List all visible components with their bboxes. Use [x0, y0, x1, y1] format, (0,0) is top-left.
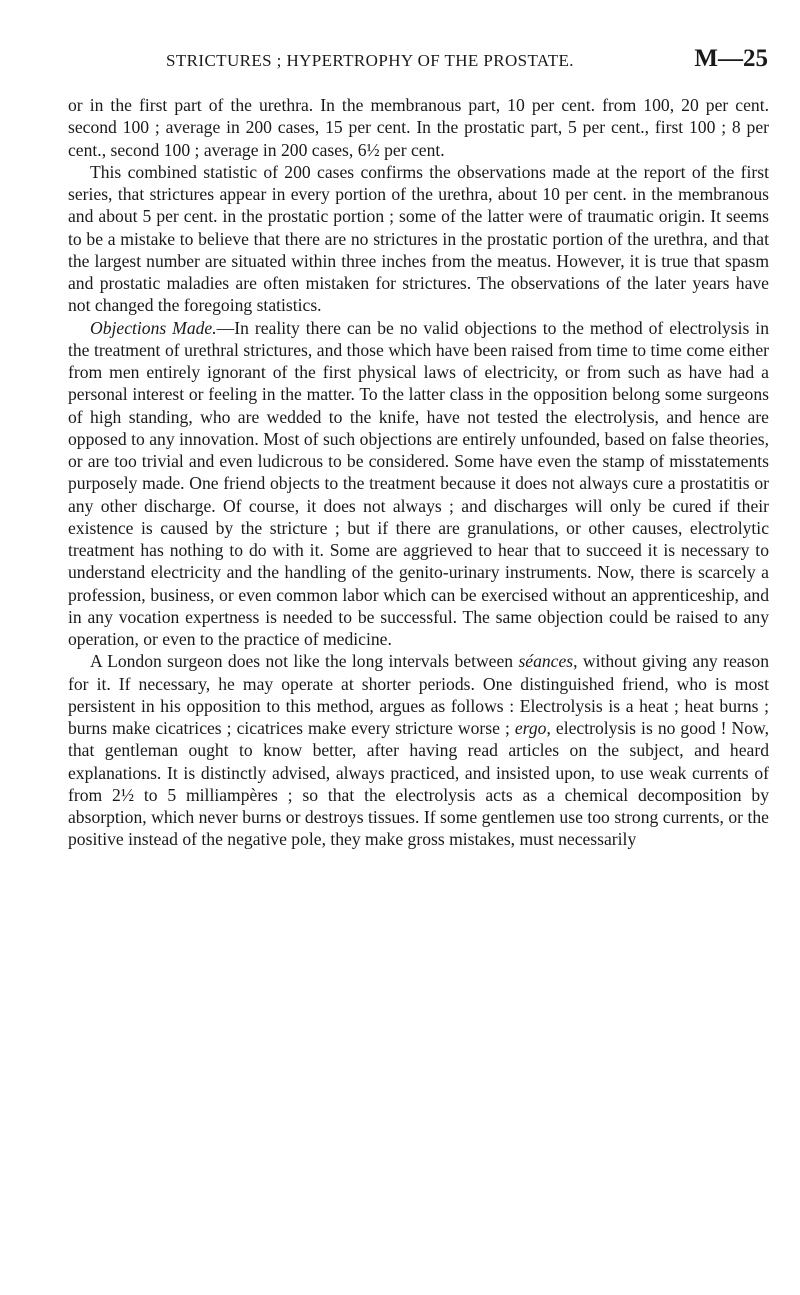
- paragraph-text: or in the first part of the urethra. In the membranous part, 10 per cent. from 100, 20 per cent. second 100 ; average in 200 cases, 15 per cent. In the prostatic part, 5 per cent., first 100 ; 8 per cent., second 100 ; average in 200 cases, 6½ per cent.: [68, 95, 769, 160]
- italic-term: séances: [518, 651, 574, 672]
- paragraph-text: , electrolysis is no good ! Now, that gentleman ought to know better, after having read articles on the subject, and heard explanations. It is distinctly advised, always practiced, and insisted upon, to use weak currents of from 2½ to 5 milliampères ; so that the electrolysis acts as a chemical decomposition by absorption, which never burns or destroys tissues. If some gentlemen use too strong currents, or the positive instead of the negative pole, they make gross mistakes, must necessarily: [68, 718, 769, 850]
- section-heading: Objections Made.: [90, 317, 217, 338]
- running-head: STRICTURES ; HYPERTROPHY OF THE PROSTATE.: [166, 51, 574, 70]
- paragraph-london-surgeon: [68, 650, 769, 850]
- paragraph-text: —In reality there can be no valid objections to the method of electrolysis in the treatment of urethral strictures, and those which have been raised from time to time come either from men entirely ignorant of the first physical laws of electricity, or from such as have had a personal interest or feeling in the matter. To the latter class in the opposition belong some surgeons of high standing, who are wedded to the knife, have not tested the electrolysis, and hence are opposed to any innovation. Most of such objections are entirely unfounded, based on false theories, or are too trivial and even ludicrous to be considered. Some have even the stamp of misstatements purposely made. One friend objects to the treatment because it does not always cure a prostatitis or any other discharge. Of course, it does not always ; and discharges will only be cured if their existence is caused by the stricture ; but if there are granulations, or other causes, electrolytic treatment has nothing to do with it. Some are aggrieved to hear that to succeed it is necessary to understand electricity and the handling of the genito-urinary instruments. Now, there is scarcely a profession, business, or even common labor which can be exercised without an apprenticeship, and in any vocation expertness is needed to be successful. The same objection could be raised to any operation, or even to the practice of medicine.: [68, 317, 769, 649]
- paragraph-text: This combined statistic of 200 cases confirms the observations made at the report of the first series, that strictures appear in every portion of the urethra, about 10 per cent. in the membranous and about 5 per cent. in the prostatic portion ; some of the latter were of traumatic origin. It seems to be a mistake to believe that there are no strictures in the prostatic portion of the urethra, and that the largest number are situated within three inches from the meatus. However, it is true that spasm and prostatic maladies are often mistaken for strictures. The observations of the later years have not changed the foregoing statistics.: [68, 161, 769, 316]
- paragraph-text: , without giving any reason for it. If necessary, he may operate at shorter periods. One distinguished friend, who is most persistent in his opposition to this method, argues as follows : Electrolysis is a heat ; heat burns ; burns make cicatrices ; cicatrices make every stricture worse ;: [68, 651, 769, 738]
- paragraph-combined-statistic: [68, 161, 769, 317]
- paragraph-continuation: [68, 94, 769, 161]
- italic-term: ergo: [514, 718, 547, 738]
- paragraph-objections: [68, 317, 769, 651]
- paragraph-text: A London surgeon does not like the long intervals between: [90, 651, 519, 672]
- body-text: [68, 94, 769, 851]
- page-number: M—25: [694, 45, 768, 72]
- page-header: [68, 45, 768, 77]
